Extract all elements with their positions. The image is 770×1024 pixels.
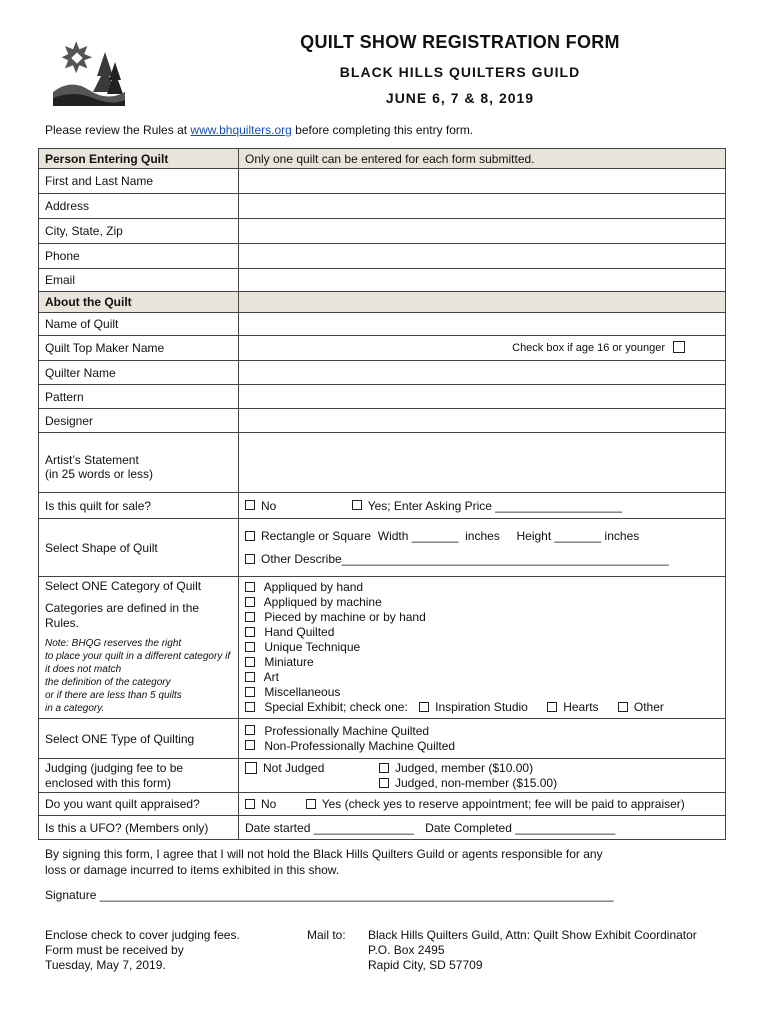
other-special-checkbox[interactable] (618, 702, 628, 712)
category-option: Unique Technique (264, 640, 361, 654)
table-row (39, 269, 726, 292)
table-row (39, 816, 726, 840)
person-header-row (39, 149, 726, 169)
show-dates: JUNE 6, 7 & 8, 2019 (385, 90, 535, 106)
not-judged-label: Not Judged (263, 761, 325, 775)
judging-label-line1: Judging (judging fee to be (45, 760, 184, 775)
category-options (239, 577, 726, 719)
field-label: Designer (39, 409, 239, 433)
category-option: Miscellaneous (264, 685, 341, 699)
email-input[interactable] (239, 269, 726, 292)
rect-checkbox[interactable] (245, 531, 255, 541)
note-line: to place your quilt in a different category if (45, 651, 231, 662)
agreement-line1: By signing this form, I agree that I will not hold the Black Hills Quilters Guild or agents responsible for any (45, 847, 603, 861)
one-quilt-note: Only one quilt can be entered for each form submitted. (239, 149, 726, 169)
category-label-cell (39, 577, 239, 719)
ufo-label: Is this a UFO? (Members only) (39, 816, 239, 840)
table-row (39, 336, 726, 361)
rules-link[interactable]: www.bhquilters.org (190, 123, 292, 137)
address-line: Rapid City, SD 57709 (368, 958, 483, 972)
note-line: or if there are less than 5 quilts (45, 690, 182, 701)
hearts-checkbox[interactable] (547, 702, 557, 712)
field-label: City, State, Zip (39, 219, 239, 244)
artist-label-line1: Artist’s Statement (45, 452, 139, 467)
quilter-input[interactable] (239, 361, 726, 385)
table-row (39, 793, 726, 816)
field-label: Quilt Top Maker Name (39, 336, 239, 361)
mailing-address (368, 928, 697, 973)
address-line: Black Hills Quilters Guild, Attn: Quilt Show Exhibit Coordinator (368, 928, 697, 942)
category-checkbox[interactable] (245, 657, 255, 667)
inspiration-checkbox[interactable] (419, 702, 429, 712)
mail-to-label: Mail to: (307, 928, 346, 942)
judged-member-label: Judged, member ($10.00) (395, 761, 534, 775)
table-row (39, 244, 726, 269)
artist-statement-input[interactable] (239, 433, 726, 493)
age-checkbox[interactable] (673, 341, 685, 353)
category-checkbox[interactable] (245, 687, 255, 697)
quilting-checkbox[interactable] (245, 725, 255, 735)
agreement-line2: loss or damage incurred to items exhibited in this show. (45, 863, 340, 877)
table-row (39, 759, 726, 793)
sale-no-label: No (261, 498, 277, 513)
intro-text (45, 123, 473, 137)
table-row (39, 433, 726, 493)
judged-nonmember-checkbox[interactable] (379, 778, 389, 788)
registration-table (38, 148, 726, 840)
fee-instructions (45, 928, 240, 973)
table-row (39, 519, 726, 577)
not-judged-checkbox[interactable] (245, 762, 257, 774)
fee-line: Tuesday, May 7, 2019. (45, 958, 166, 972)
inspiration-label: Inspiration Studio (435, 700, 528, 714)
sale-label: Is this quilt for sale? (39, 493, 239, 519)
note-line: it does not match (45, 664, 122, 675)
field-label: Quilter Name (39, 361, 239, 385)
category-checkbox[interactable] (245, 597, 255, 607)
other-special-label: Other (633, 700, 664, 714)
category-checkbox[interactable] (245, 612, 255, 622)
table-row (39, 194, 726, 219)
category-checkbox[interactable] (245, 642, 255, 652)
judged-nonmember-label: Judged, non-member ($15.00) (395, 776, 558, 790)
category-note (45, 637, 232, 715)
designer-input[interactable] (239, 409, 726, 433)
quilting-option: Non-Professionally Machine Quilted (264, 738, 456, 753)
date-completed-field[interactable]: Date Completed _______________ (425, 820, 616, 835)
name-input[interactable] (239, 169, 726, 194)
category-option: Pieced by machine or by hand (264, 610, 426, 624)
intro-before: Please review the Rules at (45, 123, 188, 137)
category-defined: Categories are defined in the Rules. (45, 601, 200, 630)
address-input[interactable] (239, 194, 726, 219)
quilt-star-tree-logo-icon (53, 34, 125, 106)
special-exhibit-label: Special Exhibit; check one: (264, 700, 408, 714)
quilting-option: Professionally Machine Quilted (264, 723, 430, 738)
org-name: BLACK HILLS QUILTERS GUILD (339, 64, 581, 80)
guild-logo (53, 34, 125, 106)
note-line: Note: BHQG reserves the right (45, 638, 182, 649)
table-row (39, 169, 726, 194)
field-label: Name of Quilt (39, 313, 239, 336)
table-row (39, 313, 726, 336)
fee-line: Enclose check to cover judging fees. (45, 928, 240, 942)
appraise-yes-checkbox[interactable] (306, 799, 316, 809)
field-label: Address (39, 194, 239, 219)
artist-statement-label (39, 433, 239, 493)
appraise-no-label: No (261, 797, 277, 811)
sale-no-checkbox[interactable] (245, 500, 255, 510)
table-row (39, 577, 726, 719)
field-label: Phone (39, 244, 239, 269)
table-row (39, 219, 726, 244)
table-row (39, 361, 726, 385)
agreement-text (45, 846, 603, 878)
category-option: Hand Quilted (264, 625, 335, 639)
signature-line[interactable]: Signature _____________________________________________________________________________ (45, 888, 614, 902)
appraise-yes-label: Yes (check yes to reserve appointment; fee will be paid to appraiser) (321, 797, 685, 811)
category-option: Appliqued by hand (263, 580, 364, 594)
category-option: Art (263, 670, 280, 684)
age-check-label: Check box if age 16 or younger (512, 342, 665, 354)
note-line: in a category. (45, 703, 105, 714)
field-label: Pattern (39, 385, 239, 409)
sale-yes-label: Yes; Enter Asking Price ___________________ (367, 498, 623, 513)
field-label: Email (39, 269, 239, 292)
other-shape-label: Other Describe_________________________________________________ (261, 552, 669, 566)
category-label: Select ONE Category of Quilt (45, 579, 202, 593)
quilt-name-input[interactable] (239, 313, 726, 336)
field-label: First and Last Name (39, 169, 239, 194)
special-exhibit-checkbox[interactable] (245, 702, 255, 712)
address-line: P.O. Box 2495 (368, 943, 445, 957)
category-checkbox[interactable] (245, 672, 255, 682)
judging-label-line2: enclosed with this form) (45, 775, 172, 790)
table-row (39, 719, 726, 759)
quilting-type-label: Select ONE Type of Quilting (39, 719, 239, 759)
category-option: Appliqued by machine (263, 595, 382, 609)
fee-line: Form must be received by (45, 943, 184, 957)
shape-label: Select Shape of Quilt (39, 519, 239, 577)
category-option: Miniature (264, 655, 314, 669)
form-title: QUILT SHOW REGISTRATION FORM (300, 32, 620, 52)
artist-label-line2: (in 25 words or less) (45, 466, 154, 481)
appraised-label: Do you want quilt appraised? (39, 793, 239, 816)
table-row (39, 385, 726, 409)
phone-input[interactable] (239, 244, 726, 269)
person-header: Person Entering Quilt (39, 149, 239, 169)
intro-after: before completing this entry form. (295, 123, 474, 137)
pattern-input[interactable] (239, 385, 726, 409)
table-row (39, 493, 726, 519)
judged-member-checkbox[interactable] (379, 763, 389, 773)
quilt-header-row (39, 292, 726, 313)
date-started-field[interactable]: Date started _______________ (245, 820, 414, 835)
maker-input[interactable] (239, 336, 726, 361)
appraise-no-checkbox[interactable] (245, 799, 255, 809)
quilting-checkbox[interactable] (245, 740, 255, 750)
quilt-header: About the Quilt (39, 292, 239, 313)
category-checkbox[interactable] (245, 582, 255, 592)
hearts-label: Hearts (563, 700, 599, 714)
rect-label: Rectangle or Square Width _______ inches Height _______ inches (261, 529, 640, 543)
category-checkbox[interactable] (245, 627, 255, 637)
note-line: the definition of the category (45, 677, 171, 688)
other-shape-checkbox[interactable] (245, 554, 255, 564)
judging-label (39, 759, 239, 793)
table-row (39, 409, 726, 433)
sale-yes-checkbox[interactable] (352, 500, 362, 510)
city-state-zip-input[interactable] (239, 219, 726, 244)
